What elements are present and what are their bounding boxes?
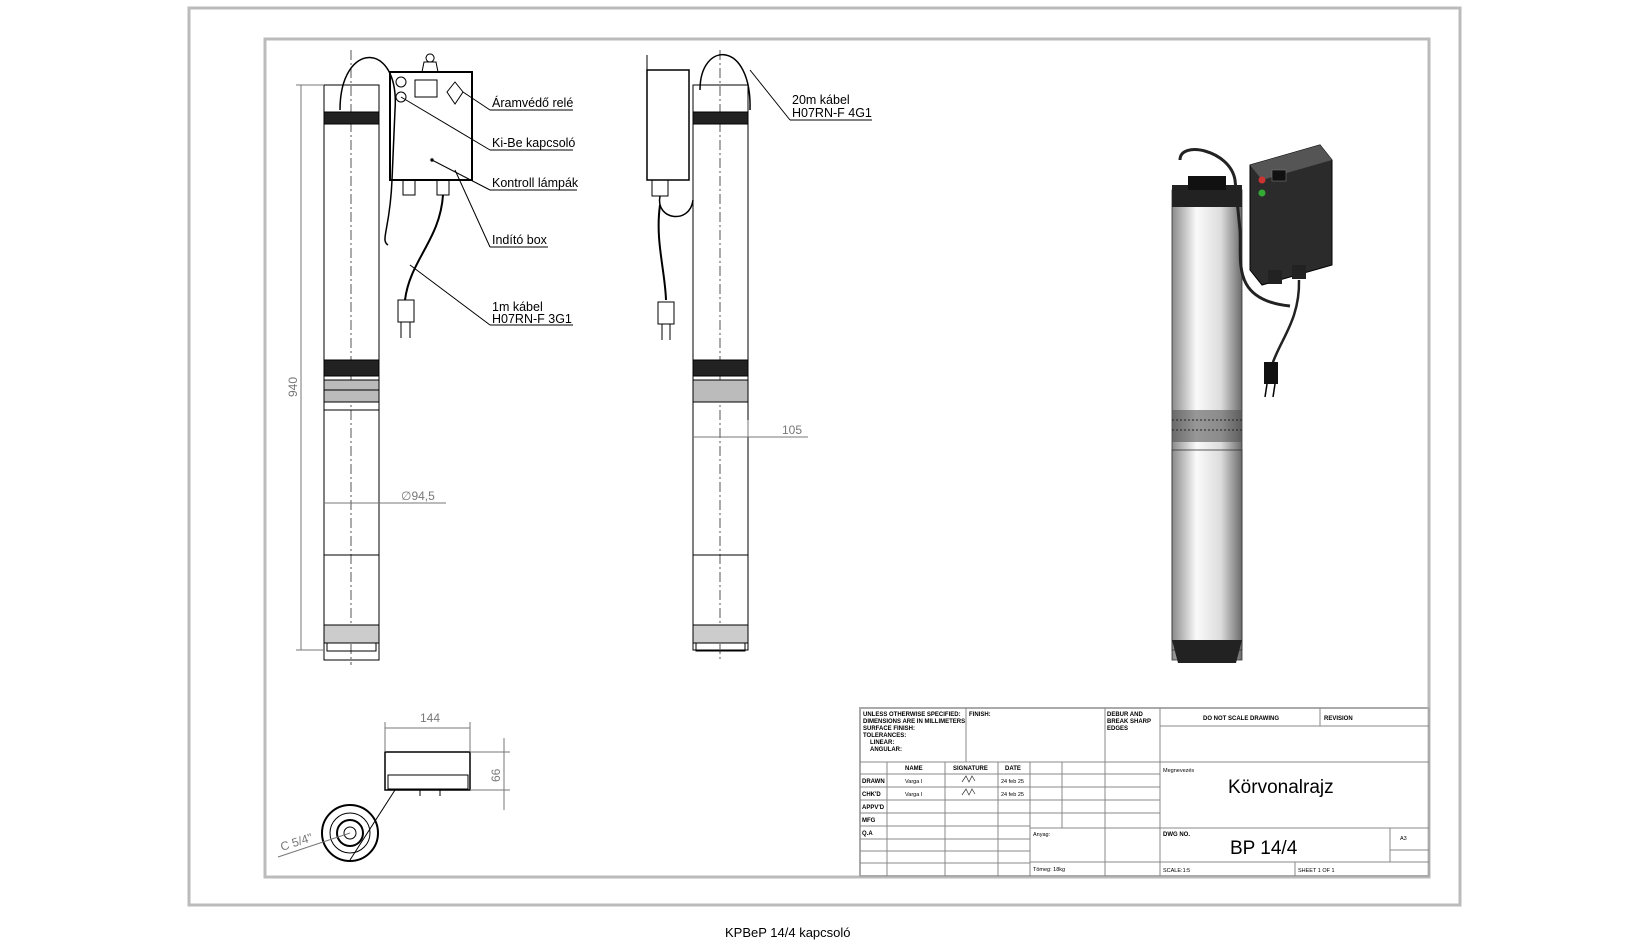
label-cable20-a: 20m kábel [792, 93, 850, 107]
svg-text:APPV'D: APPV'D [862, 805, 885, 811]
footer-caption: KPBeP 14/4 kapcsoló [725, 925, 851, 940]
dim-depth: 105 [782, 423, 803, 437]
side-view [647, 50, 872, 660]
svg-text:MFG: MFG [862, 818, 876, 824]
svg-text:Q.A: Q.A [862, 831, 873, 837]
svg-text:CHK'D: CHK'D [862, 792, 881, 798]
svg-text:DRAWN: DRAWN [862, 779, 885, 785]
svg-text:DATE: DATE [1005, 766, 1021, 772]
dim-box-height: 66 [489, 768, 503, 782]
signature-marks [962, 776, 975, 795]
svg-text:NAME: NAME [905, 766, 923, 772]
svg-text:SHEET 1 OF 1: SHEET 1 OF 1 [1298, 868, 1335, 874]
svg-text:Anyag:: Anyag: [1033, 832, 1051, 838]
svg-text:Megnevezés: Megnevezés [1163, 768, 1195, 774]
svg-text:FINISH:: FINISH: [969, 712, 991, 718]
svg-text:UNLESS OTHERWISE SPECIFIED:: UNLESS OTHERWISE SPECIFIED: [863, 712, 961, 718]
svg-text:Varga I: Varga I [905, 792, 923, 798]
svg-text:SCALE:1:5: SCALE:1:5 [1163, 868, 1191, 874]
svg-text:SIGNATURE: SIGNATURE [953, 766, 988, 772]
drawing-title: Körvonalrajz [1228, 777, 1334, 798]
svg-text:A3: A3 [1400, 836, 1407, 842]
svg-text:Tömeg: 18kg: Tömeg: 18kg [1033, 867, 1066, 873]
svg-text:DO NOT SCALE DRAWING: DO NOT SCALE DRAWING [1203, 716, 1279, 722]
label-lamps: Kontroll lámpák [492, 176, 579, 190]
svg-text:Varga I: Varga I [905, 779, 923, 785]
svg-text:DWG NO.: DWG NO. [1163, 832, 1190, 838]
svg-text:REVISION: REVISION [1324, 716, 1353, 722]
drawing-number: BP 14/4 [1230, 838, 1298, 859]
svg-text:24 feb 25: 24 feb 25 [1001, 779, 1024, 785]
label-box: Indító box [492, 233, 547, 247]
label-cable20-b: H07RN-F 4G1 [792, 106, 872, 120]
svg-text:24 feb 25: 24 feb 25 [1001, 792, 1024, 798]
dim-box-width: 144 [420, 711, 441, 725]
label-cable1-b: H07RN-F 3G1 [492, 312, 572, 326]
label-cable1-a: 1m kábel [492, 300, 543, 314]
svg-text:TOLERANCES:: TOLERANCES: [863, 733, 907, 739]
svg-text:DIMENSIONS ARE IN MILLIMETERS: DIMENSIONS ARE IN MILLIMETERS [863, 719, 966, 725]
dim-thread: C 5/4" [278, 830, 315, 854]
label-relay: Áramvédő relé [492, 96, 574, 110]
label-switch: Ki-Be kapcsoló [492, 136, 576, 150]
outer-frame [189, 8, 1460, 905]
dim-length: 940 [286, 376, 300, 397]
svg-text:SURFACE FINISH:: SURFACE FINISH: [863, 726, 916, 732]
dim-diameter: ∅94,5 [401, 489, 435, 503]
isometric-view [1172, 145, 1332, 663]
title-block [860, 708, 1429, 876]
svg-text:DEBUR AND: DEBUR AND [1107, 712, 1143, 718]
svg-text:ANGULAR:: ANGULAR: [870, 747, 902, 753]
title-block-text [862, 712, 1407, 874]
svg-text:BREAK SHARP: BREAK SHARP [1107, 719, 1152, 725]
svg-text:EDGES: EDGES [1107, 726, 1129, 732]
svg-text:LINEAR:: LINEAR: [870, 740, 895, 746]
